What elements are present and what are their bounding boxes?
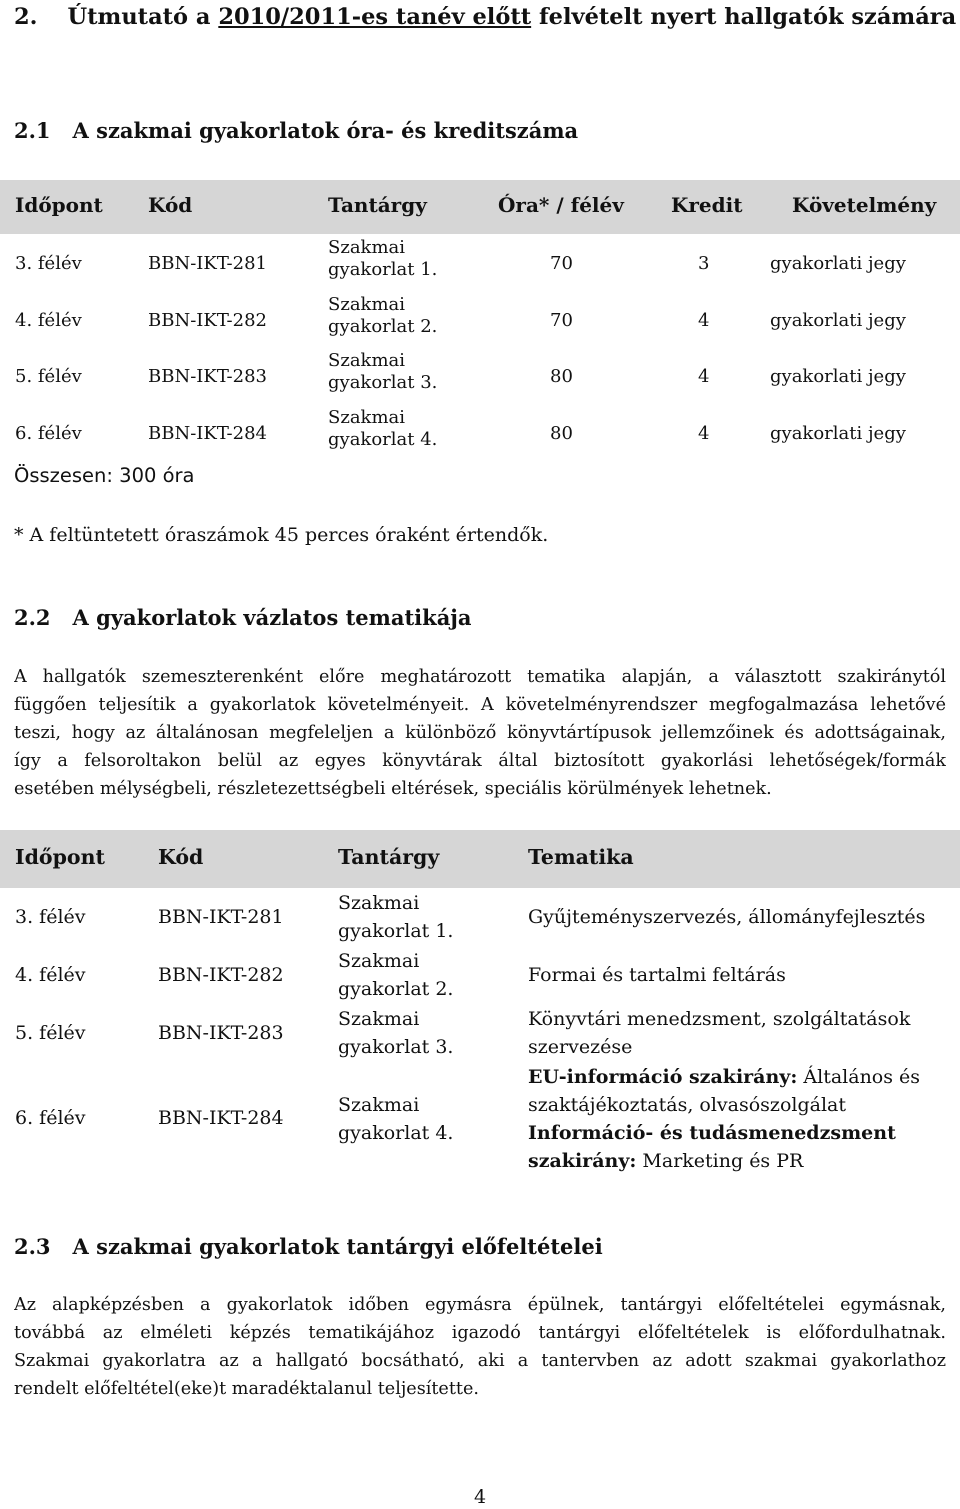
topics-row-4-time: 6. félév xyxy=(15,1107,86,1129)
paragraph-line: esetében mélységbeli, részletezettségbeli eltérések, speciális körülmények lehetnek. xyxy=(14,779,772,799)
topics-row-2-subject-l2: gyakorlat 2. xyxy=(338,978,454,1000)
topics-row-4-eu-line-2: szaktájékoztatás, olvasószolgálat xyxy=(528,1094,846,1116)
topics-row-3-subject-l1: Szakmai xyxy=(338,1008,420,1030)
section-2-1-number: 2.1 xyxy=(14,118,51,143)
topics-row-2-topic: Formai és tartalmi feltárás xyxy=(528,964,786,986)
topics-row-4-subject-l2: gyakorlat 4. xyxy=(338,1122,454,1144)
topics-row-2-subject-l1: Szakmai xyxy=(338,950,420,972)
credits-row-1-hours: 70 xyxy=(550,253,573,274)
section-2-3-number: 2.3 xyxy=(14,1234,51,1259)
topics-row-1-code: BBN-IKT-281 xyxy=(158,906,284,928)
credits-row-1-credit: 3 xyxy=(698,253,710,274)
section-2-1-heading xyxy=(14,118,578,143)
credits-header-credit: Kredit xyxy=(671,193,743,217)
topics-row-3-topic-l2: szervezése xyxy=(528,1036,633,1058)
credits-row-3-code: BBN-IKT-283 xyxy=(148,366,267,387)
info-specialization-rest: Marketing és PR xyxy=(636,1150,804,1172)
credits-header-hours: Óra* / félév xyxy=(498,193,624,217)
credits-header-requirement: Követelmény xyxy=(792,193,937,217)
credits-footnote: * A feltüntetett óraszámok 45 perces óraként értendők. xyxy=(14,524,549,546)
page-number: 4 xyxy=(474,1486,487,1508)
credits-row-2-code: BBN-IKT-282 xyxy=(148,310,267,331)
section-2-heading xyxy=(14,4,956,30)
credits-row-3-hours: 80 xyxy=(550,366,573,387)
topics-header-time: Időpont xyxy=(15,845,105,869)
section-2-3-paragraph xyxy=(14,1291,946,1403)
topics-row-1-subject xyxy=(338,889,453,945)
topics-row-2-code: BBN-IKT-282 xyxy=(158,964,284,986)
section-2-1-title: A szakmai gyakorlatok óra- és kreditszáma xyxy=(72,118,579,143)
section-2-3-heading xyxy=(14,1234,603,1259)
section-2-title-pre: Útmutató a xyxy=(67,4,219,30)
credits-row-3-subject-l1: Szakmai xyxy=(328,350,406,371)
topics-header-subject: Tantárgy xyxy=(338,845,440,869)
credits-row-1-time: 3. félév xyxy=(15,253,82,274)
credits-row-4-subject-l1: Szakmai xyxy=(328,407,406,428)
topics-row-1-time: 3. félév xyxy=(15,906,86,928)
credits-row-3-time: 5. félév xyxy=(15,366,82,387)
eu-specialization-label: EU-információ szakirány: xyxy=(528,1066,798,1088)
credits-row-3-subject-l2: gyakorlat 3. xyxy=(328,372,438,393)
credits-row-1-requirement: gyakorlati jegy xyxy=(770,253,906,274)
topics-row-4-topic xyxy=(528,1063,920,1175)
credits-row-2-subject-l1: Szakmai xyxy=(328,294,406,315)
topics-row-3-subject xyxy=(338,1005,453,1061)
topics-row-4-eu-line-1 xyxy=(528,1063,920,1091)
paragraph-line: rendelt előfeltétel(eke)t maradéktalanul teljesítette. xyxy=(14,1379,479,1399)
topics-row-1-subject-l1: Szakmai xyxy=(338,892,420,914)
section-2-2-heading xyxy=(14,605,472,630)
topics-row-3-topic-l1: Könyvtári menedzsment, szolgáltatások xyxy=(528,1008,911,1030)
paragraph-line: Szakmai gyakorlatra az a hallgató bocsátható, aki a tantervben az adott szakmai gyakorlathoz xyxy=(14,1351,946,1371)
credits-row-4-credit: 4 xyxy=(698,423,710,444)
paragraph-line: függően teljesítik a gyakorlatok követelményeit. A követelményrendszer megfogalmazása lehetővé xyxy=(14,695,946,715)
topics-table-header-band xyxy=(0,830,960,888)
paragraph-line: Az alapképzésben a gyakorlatok időben egymásra épülnek, tantárgyi előfeltételei egymásnak, xyxy=(14,1295,946,1315)
info-specialization-label: szakirány: xyxy=(528,1150,637,1172)
credits-row-4-hours: 80 xyxy=(550,423,573,444)
topics-header-topic: Tematika xyxy=(528,845,634,869)
credits-row-2-subject-l2: gyakorlat 2. xyxy=(328,316,438,337)
credits-row-4-subject-l2: gyakorlat 4. xyxy=(328,429,438,450)
credits-header-code: Kód xyxy=(148,193,193,217)
credits-row-1-subject xyxy=(328,237,437,281)
topics-row-3-time: 5. félév xyxy=(15,1022,86,1044)
credits-row-4-code: BBN-IKT-284 xyxy=(148,423,267,444)
topics-row-4-code: BBN-IKT-284 xyxy=(158,1107,284,1129)
paragraph-line: továbbá az elméleti képzés tematikájához igazodó tantárgyi előfeltételek is előfordulhatnak. xyxy=(14,1323,946,1343)
paragraph-line: A hallgatók szemeszterenként előre meghatározott tematika alapján, a választott szakiránytól xyxy=(14,667,946,687)
section-2-title-underlined: 2010/2011-es tanév előtt xyxy=(218,4,532,30)
section-2-2-title: A gyakorlatok vázlatos tematikája xyxy=(72,605,472,630)
topics-row-2-subject xyxy=(338,947,453,1003)
topics-row-4-info-line-1: Információ- és tudásmenedzsment xyxy=(528,1122,896,1144)
topics-row-4-subject-l1: Szakmai xyxy=(338,1094,420,1116)
section-2-number: 2. xyxy=(14,4,38,30)
topics-row-4-info-line-2 xyxy=(528,1147,920,1175)
credits-row-3-subject xyxy=(328,350,437,394)
credits-header-subject: Tantárgy xyxy=(328,193,427,217)
topics-row-1-subject-l2: gyakorlat 1. xyxy=(338,920,454,942)
credits-row-1-subject-l1: Szakmai xyxy=(328,237,406,258)
credits-row-2-credit: 4 xyxy=(698,310,710,331)
section-2-2-number: 2.2 xyxy=(14,605,51,630)
topics-row-1-topic: Gyűjteményszervezés, állományfejlesztés xyxy=(528,906,926,928)
credits-row-4-requirement: gyakorlati jegy xyxy=(770,423,906,444)
credits-header-time: Időpont xyxy=(15,193,103,217)
credits-row-2-requirement: gyakorlati jegy xyxy=(770,310,906,331)
section-2-2-paragraph xyxy=(14,663,946,803)
credits-row-3-credit: 4 xyxy=(698,366,710,387)
credits-row-2-hours: 70 xyxy=(550,310,573,331)
eu-specialization-rest: Általános és xyxy=(797,1066,921,1088)
topics-row-2-time: 4. félév xyxy=(15,964,86,986)
section-2-title-post: felvételt nyert hallgatók számára xyxy=(531,4,957,30)
credits-row-4-time: 6. félév xyxy=(15,423,82,444)
credits-total: Összesen: 300 óra xyxy=(14,464,195,487)
topics-row-3-code: BBN-IKT-283 xyxy=(158,1022,284,1044)
topics-row-3-subject-l2: gyakorlat 3. xyxy=(338,1036,454,1058)
credits-row-3-requirement: gyakorlati jegy xyxy=(770,366,906,387)
topics-row-4-subject xyxy=(338,1091,453,1147)
credits-row-2-subject xyxy=(328,294,437,338)
credits-row-2-time: 4. félév xyxy=(15,310,82,331)
topics-row-3-topic xyxy=(528,1005,910,1061)
credits-row-1-subject-l2: gyakorlat 1. xyxy=(328,259,438,280)
topics-header-code: Kód xyxy=(158,845,204,869)
paragraph-line: így a felsoroltakon belül az egyes könyvtárak által biztosított gyakorlási lehetőségek/formák xyxy=(14,751,946,771)
section-2-3-title: A szakmai gyakorlatok tantárgyi előfeltételei xyxy=(72,1234,603,1259)
credits-row-1-code: BBN-IKT-281 xyxy=(148,253,267,274)
credits-row-4-subject xyxy=(328,407,437,451)
paragraph-line: teszi, hogy az általánosan megfeleljen a különböző könyvtártípusok jellemzőinek és adottságainak, xyxy=(14,723,946,743)
